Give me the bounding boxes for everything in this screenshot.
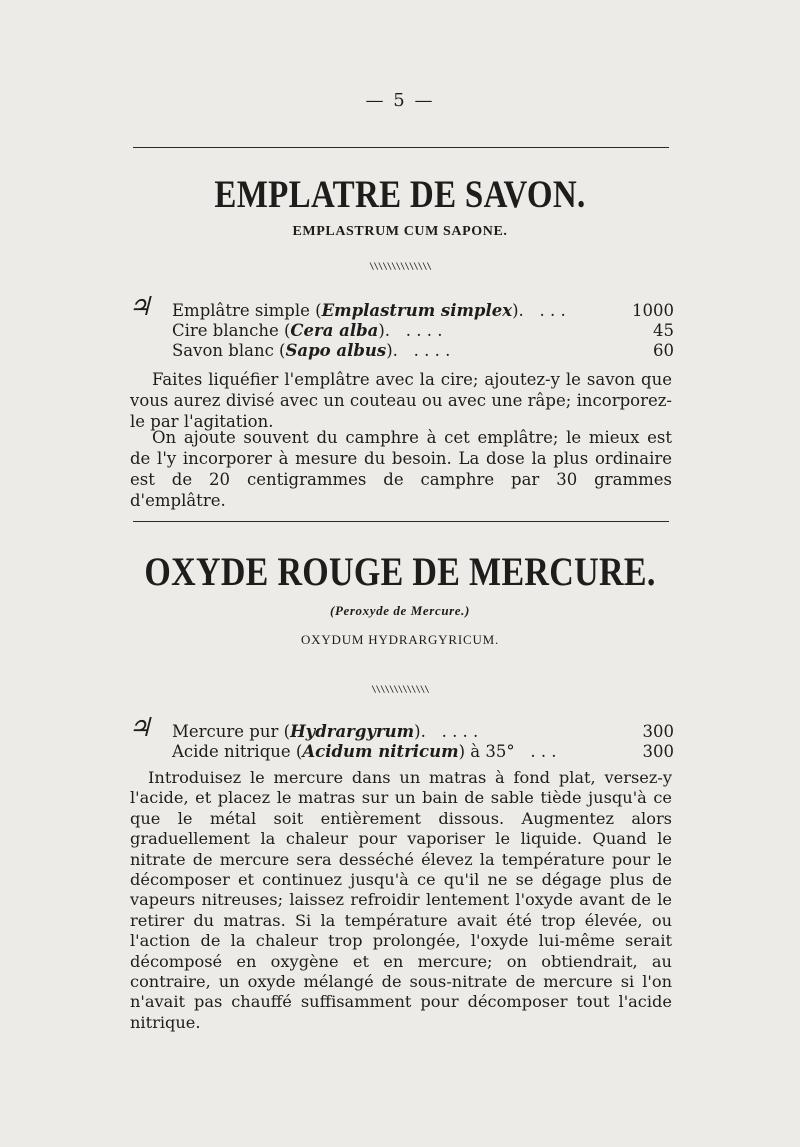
header-rule bbox=[133, 147, 669, 148]
recipe-symbol: ♃ bbox=[128, 292, 152, 321]
ingredient-quantity: 1000 bbox=[632, 301, 674, 320]
ornament-divider: \\\\\\\\\\\\\ bbox=[371, 685, 429, 695]
section-title-emplatre: EMPLATRE DE SAVON. bbox=[214, 174, 586, 217]
synonym-peroxyde: (Peroxyde de Mercure.) bbox=[330, 603, 470, 618]
ingredient-name: Mercure pur (Hydrargyrum). . . . . bbox=[172, 722, 479, 741]
ingredient-name: Cire blanche (Cera alba). . . . . bbox=[172, 321, 443, 340]
instruction-paragraph: Faites liquéfier l'emplâtre avec la cire; ajoutez-y le savon que vous aurez divisé avec un couteau ou avec une râpe; incorporez-le par l'agitation. bbox=[130, 370, 672, 431]
latin-title-emplastrum: EMPLASTRUM CUM SAPONE. bbox=[292, 224, 508, 239]
ingredient-name: Acide nitrique (Acidum nitricum) à 35° . . . bbox=[172, 742, 557, 761]
section-divider-rule bbox=[133, 521, 669, 522]
section-title-oxyde: OXYDE ROUGE DE MERCURE. bbox=[144, 551, 656, 595]
latin-title-oxydum: OXYDUM HYDRARGYRICUM. bbox=[300, 632, 500, 647]
ingredient-quantity: 300 bbox=[642, 722, 674, 741]
ingredient-quantity: 300 bbox=[642, 742, 674, 761]
note-paragraph: On ajoute souvent du camphre à cet emplâtre; le mieux est de l'y incorporer à mesure du besoin. La dose la plus ordinaire est de 20 centigrammes de camphre par 30 grammes d'emplâtre. bbox=[130, 428, 672, 510]
instruction-paragraph: Introduisez le mercure dans un matras à fond plat, versez-y l'acide, et placez le matras sur un bain de sable tiède jusqu'à ce que le métal soit entièrement dissous. Augmentez alors graduellement la chaleur pour vaporiser le liquide. Quand le nitrate de mercure sera desséché élevez la température pour le décomposer et continuez jusqu'à ce qu'il ne se dégage plus de vapeurs nitreuses; laissez refroidir lentement l'oxyde avant de le retirer du matras. Si la température avait été trop élevée, ou l'action de la chaleur trop prolongée, l'oxyde lui-même serait décomposé en oxygène et en mercure; on obtiendrait, au contraire, un oxyde mélangé de sous-nitrate de mercure si l'on n'avait pas chauffé suffisamment pour décomposer tout l'acide nitrique. bbox=[130, 768, 672, 1032]
recipe-list bbox=[128, 292, 674, 361]
ingredient-row bbox=[128, 742, 674, 762]
page-number: — 5 — bbox=[365, 90, 435, 111]
ingredient-row bbox=[128, 713, 674, 742]
recipe-symbol: ♃ bbox=[128, 713, 152, 742]
ingredient-quantity: 45 bbox=[653, 321, 674, 340]
ingredient-quantity: 60 bbox=[653, 341, 674, 360]
ingredient-row bbox=[128, 341, 674, 361]
ingredient-name: Emplâtre simple (Emplastrum simplex). . . . bbox=[172, 301, 566, 320]
recipe-list bbox=[128, 713, 674, 762]
ingredient-row bbox=[128, 292, 674, 321]
ingredient-name: Savon blanc (Sapo albus). . . . . bbox=[172, 341, 451, 360]
ornament-divider: \\\\\\\\\\\\\\ bbox=[369, 262, 431, 272]
ingredient-row bbox=[128, 321, 674, 341]
